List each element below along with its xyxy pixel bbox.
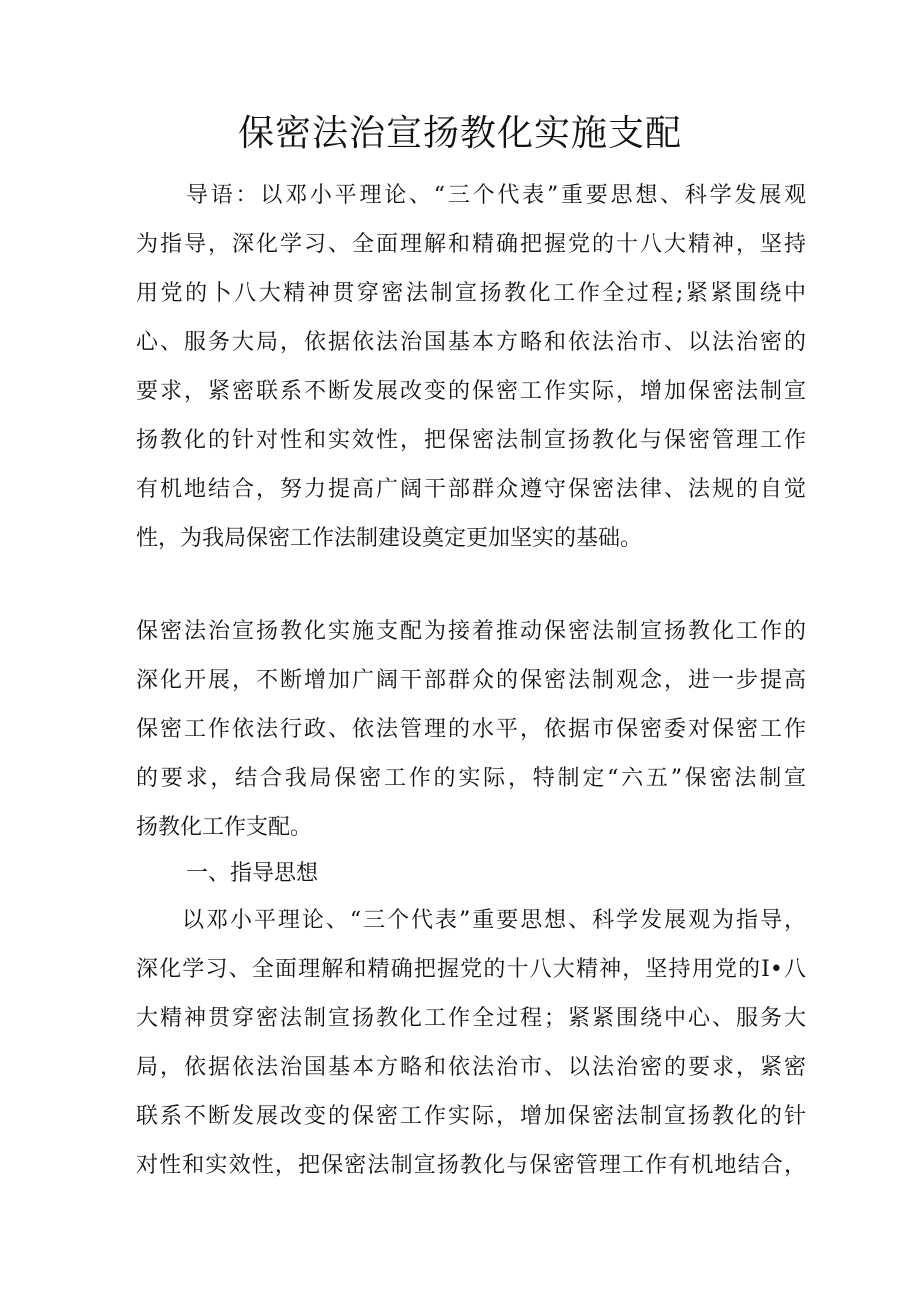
intro-line: 要求，紧密联系不断发展改变的保密工作实际，增加保密法制宣 bbox=[136, 379, 806, 404]
intro-line: 心、服务大局，依据依法治国基本方略和依法治市、以法治密的 bbox=[136, 330, 806, 355]
body-line: 保密工作依法行政、依法管理的水平，依据市保密委对保密工作 bbox=[136, 717, 806, 742]
section-line: 以邓小平理论、“三个代表”重要思想、科学发展观为指导， bbox=[182, 908, 806, 933]
intro-line: 扬教化的针对性和实效性，把保密法制宣扬教化与保密管理工作 bbox=[136, 428, 806, 453]
intro-line: 导语：以邓小平理论、“三个代表”重要思想、科学发展观 bbox=[186, 183, 806, 208]
intro-line: 为指导，深化学习、全面理解和精确把握党的十八大精神，坚持 bbox=[136, 232, 806, 257]
section-line: 对性和实效性，把保密法制宣扬教化与保密管理工作有机地结合， bbox=[136, 1153, 806, 1178]
section-line: 大精神贯穿密法制宣扬教化工作全过程；紧紧围绕中心、服务大 bbox=[136, 1006, 806, 1031]
intro-line: 性，为我局保密工作法制建设奠定更加坚实的基础。 bbox=[136, 526, 643, 551]
section-line: 深化学习、全面理解和精确把握党的十八大精神，坚持用党的I•八 bbox=[136, 957, 806, 982]
body-line: 深化开展，不断增加广阔干部群众的保密法制观念，进一步提高 bbox=[136, 668, 806, 693]
intro-line: 有机地结合，努力提高广阔干部群众遵守保密法律、法规的自觉 bbox=[136, 477, 806, 502]
body-line: 保密法治宣扬教化实施支配为接着推动保密法制宣扬教化工作的 bbox=[136, 619, 806, 644]
section-line: 局，依据依法治国基本方略和依法治市、以法治密的要求，紧密 bbox=[136, 1055, 806, 1080]
intro-line: 用党的卜八大精神贯穿密法制宣扬教化工作全过程;紧紧围绕中 bbox=[136, 281, 806, 306]
document-title: 保密法治宣扬教化实施支配 bbox=[237, 113, 682, 154]
body-line: 的要求，结合我局保密工作的实际，特制定“六五”保密法制宣 bbox=[136, 766, 806, 791]
body-line: 扬教化工作支配。 bbox=[136, 815, 313, 840]
section-heading: 一、指导思想 bbox=[186, 861, 319, 886]
section-line: 联系不断发展改变的保密工作实际，增加保密法制宣扬教化的针 bbox=[136, 1104, 806, 1129]
